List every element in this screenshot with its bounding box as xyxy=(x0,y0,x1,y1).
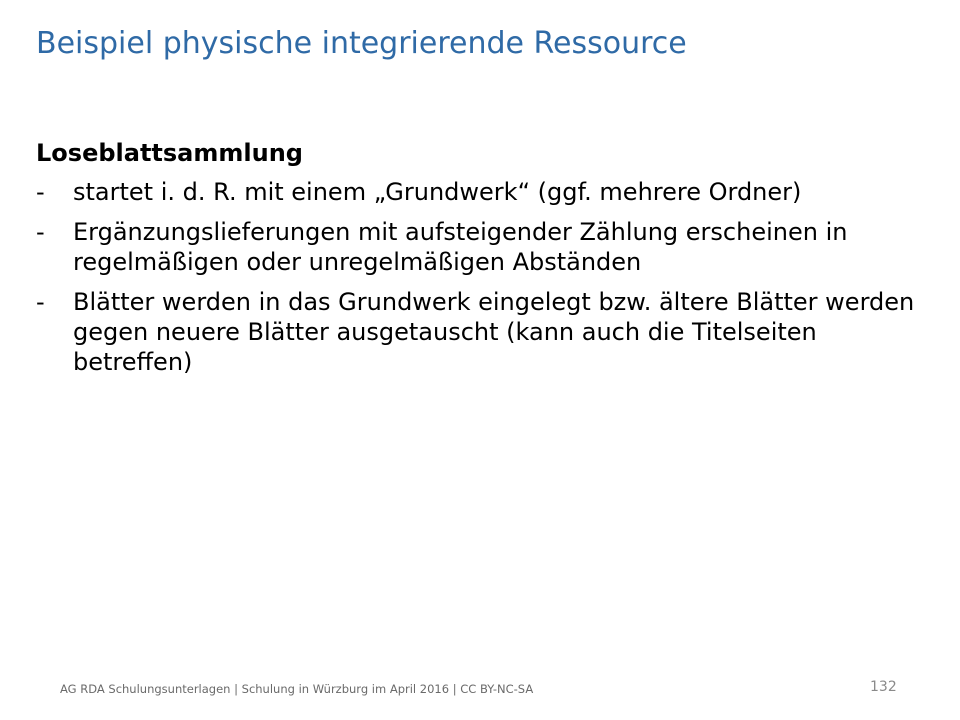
footer-text: AG RDA Schulungsunterlagen | Schulung in Würzburg im April 2016 | CC BY-NC-SA xyxy=(60,682,534,696)
bullet-list xyxy=(36,177,916,377)
slide-title: Beispiel physische integrierende Ressource xyxy=(36,26,687,61)
dash-bullet-icon: - xyxy=(36,218,45,246)
dash-bullet-icon: - xyxy=(36,178,45,206)
slide-content xyxy=(36,136,916,387)
bullet-text: startet i. d. R. mit einem „Grundwerk“ (ggf. mehrere Ordner) xyxy=(73,178,802,206)
bullet-item xyxy=(36,217,916,277)
page-number: 132 xyxy=(870,679,897,695)
bullet-text: Blätter werden in das Grundwerk eingelegt bzw. ältere Blätter werden gegen neuere Blätter ausgetauscht (kann auch die Titelseiten betreffen) xyxy=(73,288,915,376)
section-heading: Loseblattsammlung xyxy=(36,139,303,167)
dash-bullet-icon: - xyxy=(36,288,45,316)
bullet-item xyxy=(36,177,916,207)
bullet-text: Ergänzungslieferungen mit aufsteigender Zählung erscheinen in regelmäßigen oder unregelmäßigen Abständen xyxy=(73,218,848,276)
bullet-item xyxy=(36,287,916,377)
